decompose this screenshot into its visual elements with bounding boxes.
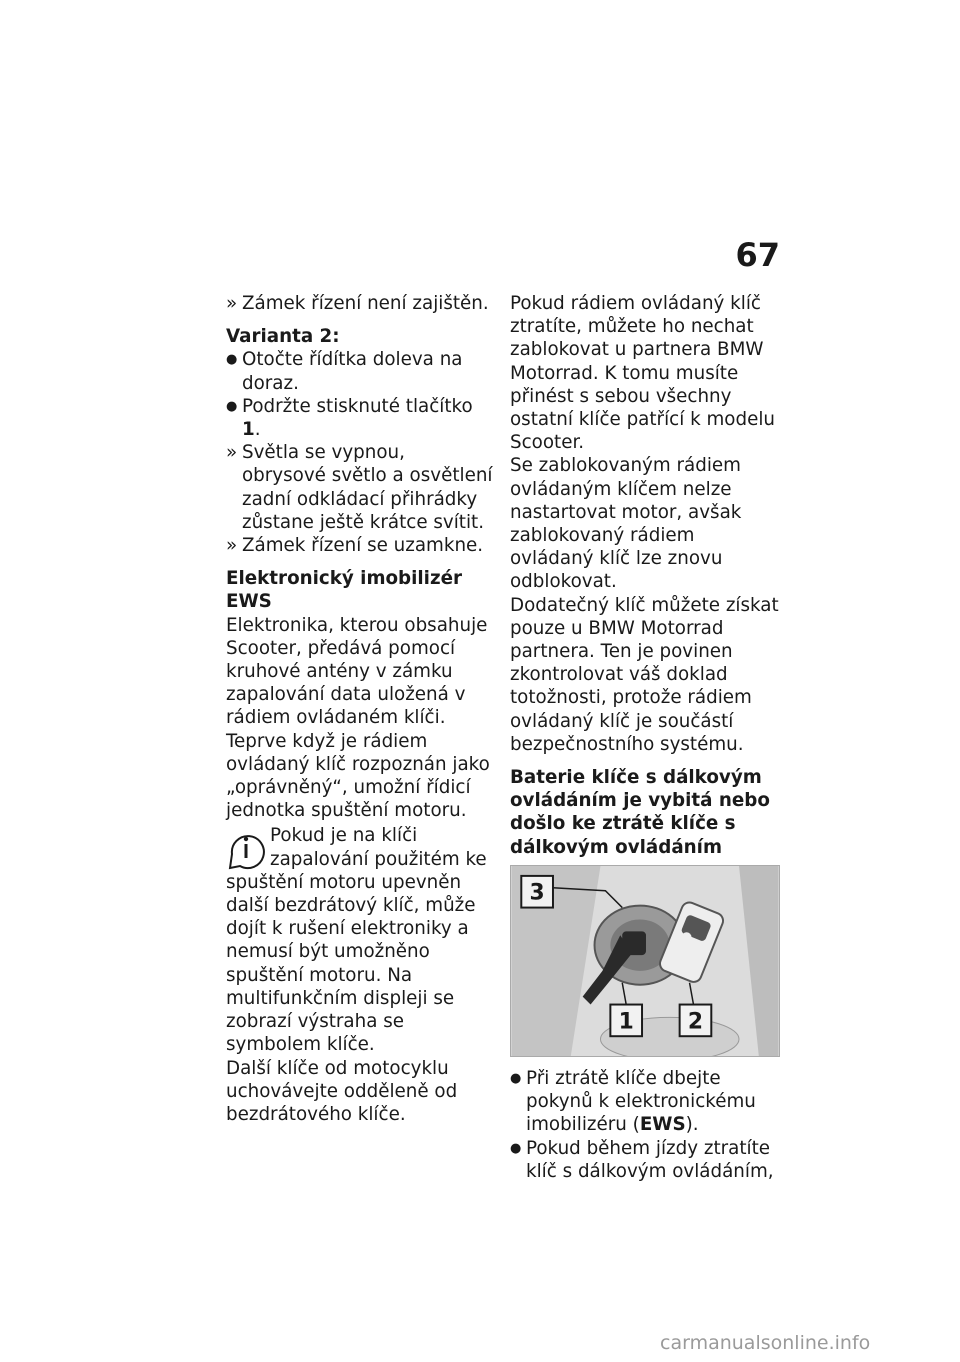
section-heading: Baterie klíče s dálkovým ovládáním je vybitá nebo došlo ke ztrátě klíče s dálkovým ovládáním xyxy=(510,767,770,858)
step-item xyxy=(510,1137,780,1183)
svg-text:3: 3 xyxy=(529,880,545,906)
result-arrow-icon: » xyxy=(226,293,238,314)
paragraph: Elektronika, kterou obsahuje Scooter, předává pomocí kruhové antény v zámku zapalování data uložená v rádiem ovládaném klíči. Teprve když je rádiem ovládaný klíč rozpoznán jako „oprávněný“, umožní řídicí jednotka spuštění motoru. xyxy=(226,614,490,822)
figure-callout-3 xyxy=(521,876,553,908)
reference-abbreviation: EWS xyxy=(639,1114,686,1136)
result-text: Zámek řízení se uzamkne. xyxy=(242,535,484,557)
paragraph: Pokud rádiem ovládaný klíč ztratíte, můžete ho nechat zablokovat u partnera BMW Motorrad. K tomu musíte přinést s sebou všechny ostatní klíče patřící k modelu Scooter. xyxy=(510,293,775,454)
right-column xyxy=(510,292,780,1183)
step-item: ● Podržte stisknuté tlačítko 1. xyxy=(226,395,473,441)
reference-number: 1 xyxy=(242,419,255,441)
result-text: Světla se vypnou, obrysové světlo a osvětlení zadní odkládací přihrádky zůstane ještě krátce svítit. xyxy=(242,442,493,533)
step-text: Při ztrátě klíče dbejte pokynů k elektronickému imobilizéru ( xyxy=(526,1068,756,1136)
svg-text:1: 1 xyxy=(618,1009,634,1035)
result-arrow-icon: » xyxy=(226,442,238,464)
result-item xyxy=(226,441,494,534)
step-text: Pokud během jízdy ztratíte klíč s dálkovým ovládáním, xyxy=(526,1137,774,1182)
note-text: Pokud je na klíči zapalování použitém ke spuštění motoru upevněn další bezdrátový klíč, může dojít k rušení elektroniky a nemusí být umožněno spuštění motoru. Na multifunkčním displeji se zobrazí výstraha se symbolem klíče. xyxy=(226,825,487,1056)
svg-text:2: 2 xyxy=(687,1009,704,1035)
step-item: ● Při ztrátě klíče dbejte pokynů k elektronickému imobilizéru (EWS). xyxy=(510,1068,756,1136)
info-note xyxy=(226,824,494,1056)
step-text: Otočte řídítka doleva na doraz. xyxy=(242,349,463,394)
figure-callout-2 xyxy=(680,1004,712,1036)
result-item xyxy=(226,534,494,557)
key-fob-figure xyxy=(510,865,780,1057)
paragraph: Se zablokovaným rádiem ovládaným klíčem nelze nastartovat motor, avšak zablokovaný rádiem ovládaný klíč lze znovu odblokovat. xyxy=(510,455,742,593)
bullet-icon: ● xyxy=(226,398,238,414)
bullet-icon: ● xyxy=(510,1140,522,1156)
paragraph: Další klíče od motocyklu uchovávejte odděleně od bezdrátového klíče. xyxy=(226,1057,458,1125)
info-icon xyxy=(226,826,266,870)
step-item xyxy=(226,348,494,394)
paragraph: Dodatečný klíč můžete získat pouze u BMW Motorrad partnera. Ten je povinen zkontrolovat váš doklad totožnosti, protože rádiem ovládaný klíč je součástí bezpečnostního systému. xyxy=(510,594,779,755)
bullet-icon: ● xyxy=(510,1071,522,1087)
bullet-icon: ● xyxy=(226,352,238,368)
page-number: 67 xyxy=(735,236,780,274)
result-arrow-icon: » xyxy=(226,535,238,557)
result-item xyxy=(226,292,494,315)
result-text: Zámek řízení není zajištěn. xyxy=(242,293,489,314)
figure-callout-1 xyxy=(610,1004,642,1036)
step-text: Podržte stisknuté tlačítko xyxy=(242,395,473,417)
variant-heading: Varianta 2: xyxy=(226,326,340,348)
left-column xyxy=(226,292,494,1126)
watermark: carmanualsonline.info xyxy=(660,1332,871,1354)
section-heading: Elektronický imobilizér EWS xyxy=(226,568,462,613)
